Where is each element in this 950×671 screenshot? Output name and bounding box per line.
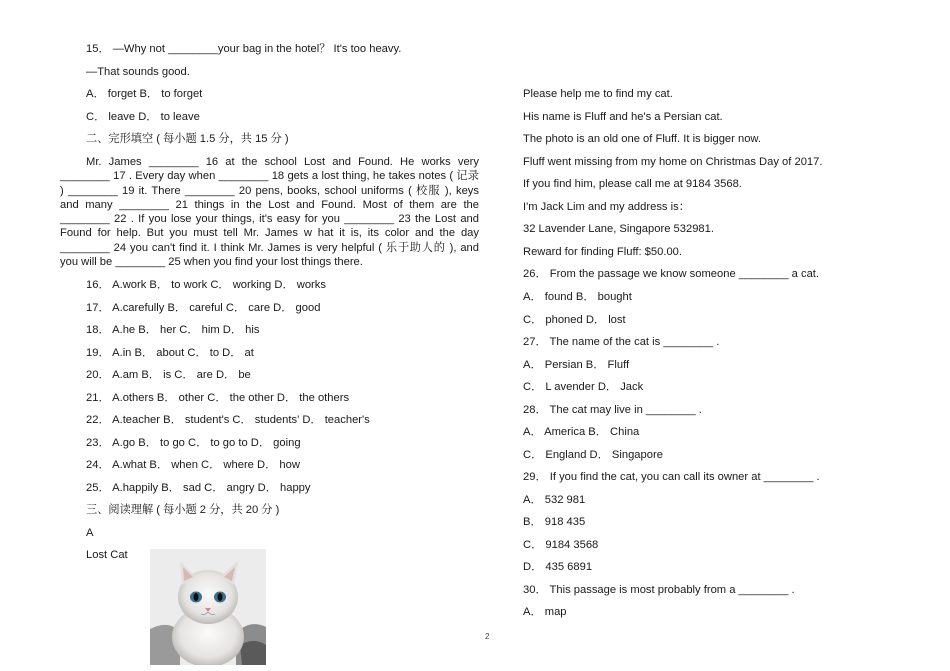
passage-line-8: Reward for finding Fluff: $50.00. [523, 246, 682, 258]
passage-line-5: If you find him, please call me at 9184 3568. [523, 178, 742, 190]
cloze-passage: Mr. James ________ 16 at the school Lost and Found. He works very ________ 17 . Every day when ________ 18 gets a lost thing, he takes notes ( 记录 ) ________ 19 it. There ________ 20 pens, books, school uniforms ( 校服 ), keys and many ________ 21 things in the Lost and Found. Most of them are the ________ 22 . If you lose your things, it's easy for you ________ 23 the Lost and Found for help. But you must tell Mr. James w hat it is, its color and the day ________ 24 you can't find it. I think Mr. James is very helpful ( 乐于助人的 ), and you will be ________ 25 when you find your lost things there. [60, 156, 479, 269]
option-line-23: 23． A.go B． to go C． to go to D． going [86, 437, 301, 449]
passage-line-7: 32 Lavender Lane, Singapore 532981. [523, 223, 714, 235]
option-line-16: 16． A.work B． to work C． working D． works [86, 279, 326, 291]
cat-photo [150, 549, 266, 665]
passage-line-4: Fluff went missing from my home on Christmas Day of 2017. [523, 156, 823, 168]
option-line-19: 19． A.in B． about C． to D． at [86, 347, 254, 359]
section-heading-cloze: 二、完形填空 ( 每小题 1.5 分，共 15 分 ) [86, 133, 289, 145]
passage-line-1: Please help me to find my cat. [523, 88, 673, 100]
question-15: 15． —Why not ________your bag in the hotel？ It's too heavy. [86, 43, 402, 55]
question-29-option-b: B． 918 435 [523, 516, 586, 528]
passage-line-3: The photo is an old one of Fluff. It is bigger now. [523, 133, 761, 145]
question-15-options-cd: C． leave D． to leave [86, 111, 200, 123]
question-27-options-ab: A． Persian B． Fluff [523, 359, 630, 371]
passage-title: Lost Cat [86, 549, 128, 561]
section-heading-reading: 三、阅读理解 ( 每小题 2 分，共 20 分 ) [86, 504, 280, 516]
passage-label: A [86, 527, 94, 539]
question-28-options-ab: A． America B． China [523, 426, 640, 438]
question-26-options-ab: A． found B． bought [523, 291, 632, 303]
question-28: 28． The cat may live in ________ . [523, 404, 702, 416]
question-26-options-cd: C． phoned D． lost [523, 314, 626, 326]
persian-cat-image [150, 549, 266, 665]
page-number: 2 [485, 632, 490, 641]
question-28-options-cd: C． England D． Singapore [523, 449, 663, 461]
option-line-24: 24． A.what B． when C． where D． how [86, 459, 300, 471]
question-29-option-c: C． 9184 3568 [523, 539, 599, 551]
option-line-18: 18． A.he B． her C． him D． his [86, 324, 260, 336]
option-line-20: 20． A.am B． is C． are D． be [86, 369, 251, 381]
question-29-option-a: A． 532 981 [523, 494, 586, 506]
passage-line-2: His name is Fluff and he's a Persian cat. [523, 111, 723, 123]
option-line-17: 17． A.carefully B． careful C． care D． good [86, 302, 321, 314]
question-30: 30． This passage is most probably from a ________ . [523, 584, 795, 596]
option-line-21: 21． A.others B． other C． the other D． the others [86, 392, 350, 404]
option-line-22: 22． A.teacher B． student's C． students' D． teacher's [86, 414, 370, 426]
question-27: 27． The name of the cat is ________ . [523, 336, 720, 348]
question-30-option-a: A． map [523, 606, 567, 618]
question-26: 26． From the passage we know someone ________ a cat. [523, 268, 820, 280]
option-line-25: 25． A.happily B． sad C． angry D． happy [86, 482, 311, 494]
question-29-option-d: D． 435 6891 [523, 561, 593, 573]
question-27-options-cd: C． L avender D． Jack [523, 381, 644, 393]
question-29: 29． If you find the cat, you can call its owner at ________ . [523, 471, 820, 483]
passage-line-6: I'm Jack Lim and my address is： [523, 201, 690, 213]
question-15-reply: —That sounds good. [86, 66, 190, 78]
question-15-options-ab: A． forget B． to forget [86, 88, 203, 100]
